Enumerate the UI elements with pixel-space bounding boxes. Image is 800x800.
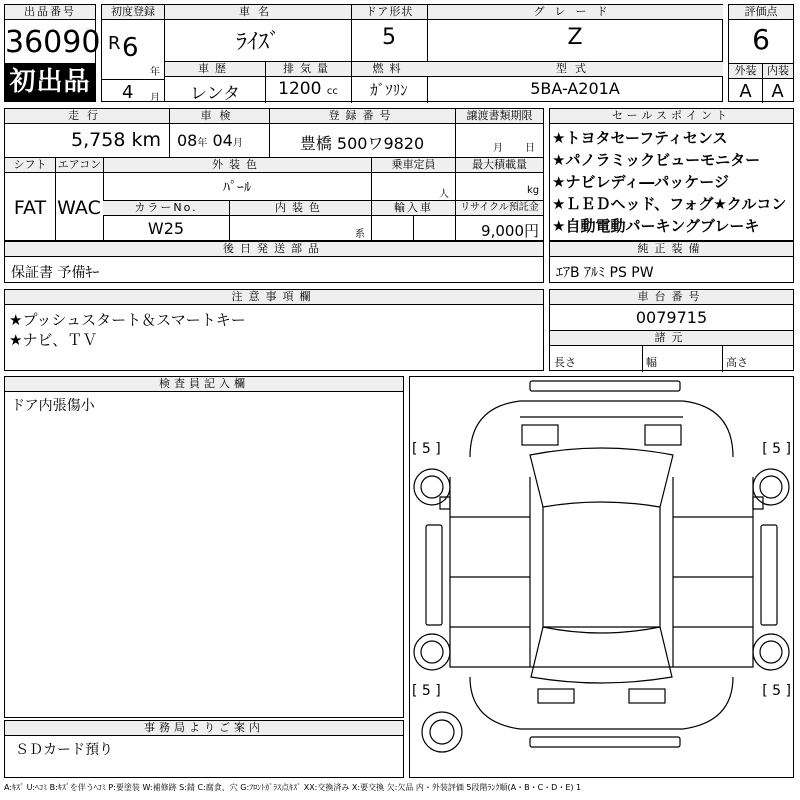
- tire-front-left: [ 5 ]: [412, 441, 441, 457]
- capacity-label: 乗車定員: [371, 158, 455, 173]
- sales-points-list: [552, 127, 793, 237]
- standard-equipment-label: 純正装備: [550, 242, 793, 257]
- standard-equipment-value: ｴｱB ｱﾙﾐ PS PW: [556, 265, 654, 281]
- month-unit: 月: [150, 93, 160, 104]
- reg-number-label: 登録番号: [269, 109, 455, 124]
- lot-number: 36090: [5, 25, 101, 60]
- first-time-badge: 初出品: [5, 63, 95, 101]
- sales-points-box: [549, 108, 794, 241]
- era: R: [108, 33, 121, 54]
- color-no-label: カラーNo.: [103, 201, 229, 216]
- inspection-date: [177, 131, 243, 150]
- model: 5BA-A201A: [530, 79, 620, 98]
- sales-point-item: ★ＬＥＤヘッド、フォグ★クルコン: [552, 195, 787, 213]
- inspector-box: [4, 376, 404, 718]
- office-label: 事務局よりご案内: [5, 721, 403, 736]
- tire-rear-right: [ 5 ]: [762, 683, 791, 699]
- displacement: [265, 79, 351, 99]
- interior-label: 内装: [762, 64, 793, 79]
- note-item: ★プッシュスタート＆スマートキー: [9, 311, 246, 329]
- tire-front-right: [ 5 ]: [762, 441, 791, 457]
- history-label: 車歴: [165, 62, 265, 77]
- exterior-color-label: 外装色: [103, 158, 371, 173]
- spec-header-box: [165, 4, 723, 102]
- score-box: [728, 4, 794, 102]
- transfer-day-unit: 日: [525, 143, 535, 154]
- displacement-value: 1200: [278, 79, 322, 99]
- inspection-year-unit: 年: [197, 138, 208, 149]
- notes-box: [4, 289, 544, 371]
- later-parts-value: 保証書 予備ｷｰ: [11, 265, 100, 281]
- model-label: 型式: [427, 62, 723, 77]
- inspector-note: ドア内張傷小: [11, 398, 95, 414]
- interior-color-label: 内装色: [229, 201, 371, 216]
- fuel: ｶﾞｿﾘﾝ: [370, 81, 408, 99]
- transfer-deadline-label: 譲渡書類期限: [455, 109, 543, 124]
- lot-number-box: [4, 4, 101, 102]
- chassis-number: 0079715: [635, 308, 708, 327]
- standard-equipment-box: [549, 241, 794, 283]
- inspection-label: 車検: [169, 109, 269, 124]
- max-load-label: 最大積載量: [455, 158, 543, 173]
- sales-point-item: ★トヨタセーフティセンス: [552, 129, 728, 147]
- displacement-label: 排気量: [265, 62, 351, 77]
- car-name: ﾗｲｽﾞ: [235, 30, 280, 55]
- exterior-grade: A: [739, 81, 752, 102]
- score: 6: [752, 23, 770, 56]
- exterior-color: ﾊﾟｰﾙ: [223, 180, 251, 196]
- air-conditioner: WAC: [57, 197, 101, 219]
- transfer-month-unit: 月: [493, 143, 503, 154]
- max-load-unit: kg: [527, 185, 540, 196]
- legend: A:ｷｽﾞ U:ﾍｺﾐ B:ｷｽﾞを伴うﾍｺﾐ P:要塗装 W:補修跡 S:錆 C:腐食、穴 G:ﾌﾛﾝﾄｶﾞﾗｽ点ｷｽﾞ XX:交換済み X:要交換 欠:欠品 内・外装評価 5段階ﾗﾝｸ順(A・B・C・D・E) 1: [4, 783, 582, 792]
- tire-rear-left-value: 5: [421, 683, 431, 699]
- score-label: 評価点: [729, 5, 793, 20]
- interior-grade: A: [771, 81, 784, 102]
- recycle-fee: 9,000円: [481, 222, 539, 240]
- tire-rear-left: [ 5 ]: [412, 683, 441, 699]
- mileage-value: 5,758: [71, 129, 126, 151]
- exterior-label: 外装: [729, 64, 762, 79]
- chassis-label: 車台番号: [550, 290, 793, 305]
- first-registration-label: 初度登録: [102, 5, 164, 20]
- grade-label: グレード: [427, 5, 723, 20]
- car-diagram: [410, 377, 793, 777]
- door-count: 5: [382, 25, 396, 50]
- year-unit: 年: [150, 67, 160, 78]
- door-label: ドア形状: [351, 5, 427, 20]
- fuel-label: 燃料: [351, 62, 427, 77]
- tire-front-left-value: 5: [421, 441, 431, 457]
- sales-point-item: ★自動電動パーキングブレーキ: [552, 217, 760, 235]
- ac-label: エアコン: [55, 158, 103, 173]
- lot-number-label: 出品番号: [5, 5, 95, 20]
- inspector-label: 検査員記入欄: [5, 377, 403, 392]
- note-item: ★ナビ、ＴＶ: [9, 331, 98, 349]
- reg-year: 6: [122, 33, 139, 63]
- sales-point-item: ★パノラミックビューモニター: [552, 151, 761, 169]
- mileage: [71, 129, 161, 151]
- vehicle-detail-box: [4, 108, 544, 241]
- sales-points-label: セールスポイント: [550, 109, 793, 124]
- shift: FAT: [13, 197, 47, 219]
- capacity-unit: 人: [439, 189, 449, 200]
- mileage-unit: km: [131, 129, 161, 151]
- displacement-unit: cc: [326, 86, 338, 97]
- color-number: W25: [147, 219, 185, 238]
- tire-front-right-value: 5: [772, 441, 782, 457]
- car-name-label: 車名: [165, 5, 351, 20]
- shift-label: シフト: [5, 158, 55, 173]
- notes-label: 注意事項欄: [5, 290, 543, 305]
- tire-rear-right-value: 5: [772, 683, 782, 699]
- office-note: ＳＤカード預り: [15, 742, 113, 758]
- width-label: 幅: [646, 356, 657, 369]
- notes-list: [9, 310, 543, 350]
- inspection-month-unit: 月: [232, 138, 243, 149]
- office-box: [4, 720, 404, 778]
- car-diagram-box: [409, 376, 794, 778]
- reg-number: 豊橋 500ワ9820: [299, 134, 425, 153]
- later-parts-box: [4, 241, 544, 283]
- chassis-box: [549, 289, 794, 371]
- length-label: 長さ: [554, 356, 576, 369]
- reg-month: 4: [122, 82, 134, 103]
- sales-point-item: ★ナビレディ―パッケージ: [552, 173, 729, 191]
- height-label: 高さ: [726, 356, 748, 369]
- inspection-year: 08: [177, 131, 198, 150]
- import-label: 輸入車: [371, 201, 455, 216]
- history: レンタ: [190, 84, 240, 104]
- recycle-label: リサイクル預託金: [455, 201, 543, 216]
- mileage-label: 走行: [5, 109, 169, 124]
- dimensions-label: 諸元: [550, 331, 793, 346]
- later-parts-label: 後日発送部品: [5, 242, 543, 257]
- inspection-month: 04: [212, 131, 233, 150]
- grade: Z: [567, 25, 583, 50]
- first-registration-box: [101, 4, 165, 102]
- interior-color-unit: 系: [355, 229, 365, 240]
